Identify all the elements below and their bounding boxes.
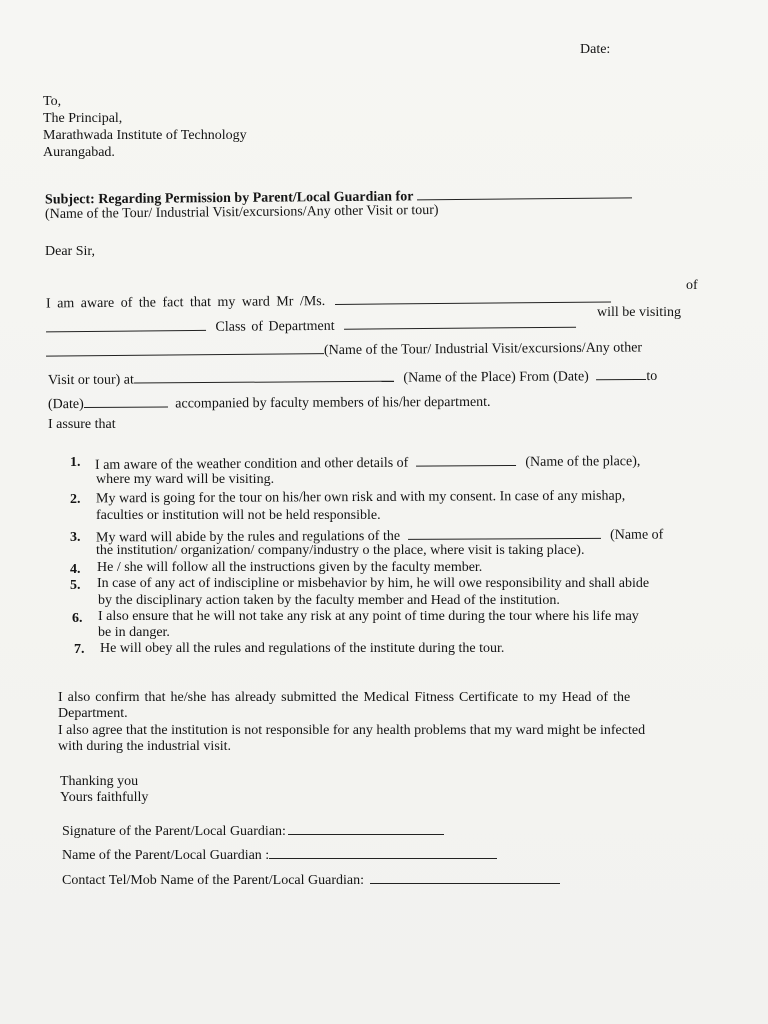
para1-line1: [46, 290, 611, 313]
item-3-text: My ward will abide by the rules and regulations of the: [95, 528, 401, 546]
place-blank: [134, 369, 394, 384]
assure-label: I assure that: [48, 417, 116, 432]
para1-line5: [48, 393, 491, 413]
address-to: To,: [43, 94, 62, 109]
item-1-text: I am aware of the weather condition and other details of: [94, 455, 409, 473]
item-number: 7.: [74, 642, 85, 657]
class-department-label: Class of Department: [215, 318, 335, 335]
confirm-line3: I also agree that the institution is not responsible for any health problems that my ward might be infected: [58, 723, 646, 738]
confirm-line1: I also confirm that he/she has already submitted the Medical Fitness Certificate to my Head of the: [58, 690, 631, 705]
subject-note: (Name of the Tour/ Industrial Visit/excursions/Any other Visit or tour): [44, 202, 439, 223]
para1-line2: [46, 315, 576, 338]
from-date-label: (Name of the Place) From (Date): [403, 369, 589, 386]
para1-line4: [48, 367, 657, 389]
visit-at-label: Visit or tour) at: [47, 372, 134, 389]
to-date-label: (Date): [47, 396, 84, 413]
from-date-blank: [596, 367, 646, 380]
contact-blank: [370, 871, 560, 884]
signature-blank: [288, 822, 444, 835]
guardian-name-line: [62, 846, 497, 864]
confirm-line2: Department.: [58, 706, 128, 721]
tour-name-blank: [417, 185, 632, 200]
item-6-line2: be in danger.: [98, 625, 170, 640]
guardian-name-blank: [269, 846, 497, 859]
item-number: 1.: [70, 455, 81, 470]
address-principal: The Principal,: [43, 111, 123, 126]
accompanied-label: accompanied by faculty members of his/her department.: [175, 394, 491, 412]
department-blank: [344, 315, 576, 330]
contact-line: [62, 871, 560, 889]
tour-type-blank: [46, 341, 324, 356]
para1-line3: [46, 338, 642, 361]
list-item-2: My ward is going for the tour on his/her own risk and with my consent. In case of any mishap,: [95, 488, 626, 507]
guardian-name-label: Name of the Parent/Local Guardian :: [62, 848, 270, 863]
to-date-blank: [84, 395, 168, 408]
class-blank: [46, 318, 206, 332]
item-3-name-label: (Name of: [610, 527, 664, 543]
institution-blank: [407, 526, 600, 540]
closing-yours: Yours faithfully: [60, 790, 149, 805]
date-label: Date:: [580, 42, 611, 57]
of-label: of: [686, 278, 698, 293]
signature-line: [62, 822, 444, 840]
item-number: 2.: [70, 492, 81, 507]
list-item-6: I also ensure that he will not take any risk at any point of time during the tour where his life may: [98, 609, 639, 624]
list-item-7: He will obey all the rules and regulations of the institute during the tour.: [100, 641, 505, 656]
closing-thanking: Thanking you: [60, 774, 139, 789]
subject-label: Subject: Regarding Permission by Parent/Local Guardian for: [44, 189, 414, 208]
item-3-line2: the institution/ organization/ company/industry o the place, where visit is taking place).: [96, 543, 585, 558]
item-number: 4.: [70, 562, 81, 577]
list-item-1: [95, 452, 641, 474]
place-name-blank: [416, 453, 516, 467]
address-institute: Marathwada Institute of Technology: [43, 128, 247, 143]
salutation: Dear Sir,: [45, 244, 95, 259]
item-1-line2: where my ward will be visiting.: [96, 472, 275, 487]
item-number: 5.: [70, 578, 81, 593]
item-2-line2: faculties or institution will not be held responsible.: [96, 508, 381, 523]
tour-type-label: (Name of the Tour/ Industrial Visit/excursions/Any other: [323, 340, 643, 359]
ward-name-label: I am aware of the fact that my ward Mr /Ms.: [45, 294, 326, 312]
item-number: 6.: [72, 611, 83, 626]
ward-name-blank: [335, 290, 611, 305]
item-number: 3.: [70, 530, 81, 545]
signature-label: Signature of the Parent/Local Guardian:: [62, 824, 286, 839]
to-label: to: [646, 368, 658, 384]
item-5-line2: by the disciplinary action taken by the faculty member and Head of the institution.: [98, 593, 560, 608]
list-item-4: He / she will follow all the instructions given by the faculty member.: [97, 560, 483, 575]
address-city: Aurangabad.: [43, 145, 115, 160]
will-be-visiting-label: will be visiting: [597, 305, 681, 320]
list-item-5: In case of any act of indiscipline or misbehavior by him, he will owe responsibility and shall abide: [97, 576, 650, 591]
contact-label: Contact Tel/Mob Name of the Parent/Local Guardian:: [62, 873, 365, 888]
item-1-place-label: (Name of the place),: [525, 454, 641, 470]
confirm-line4: with during the industrial visit.: [58, 739, 232, 754]
